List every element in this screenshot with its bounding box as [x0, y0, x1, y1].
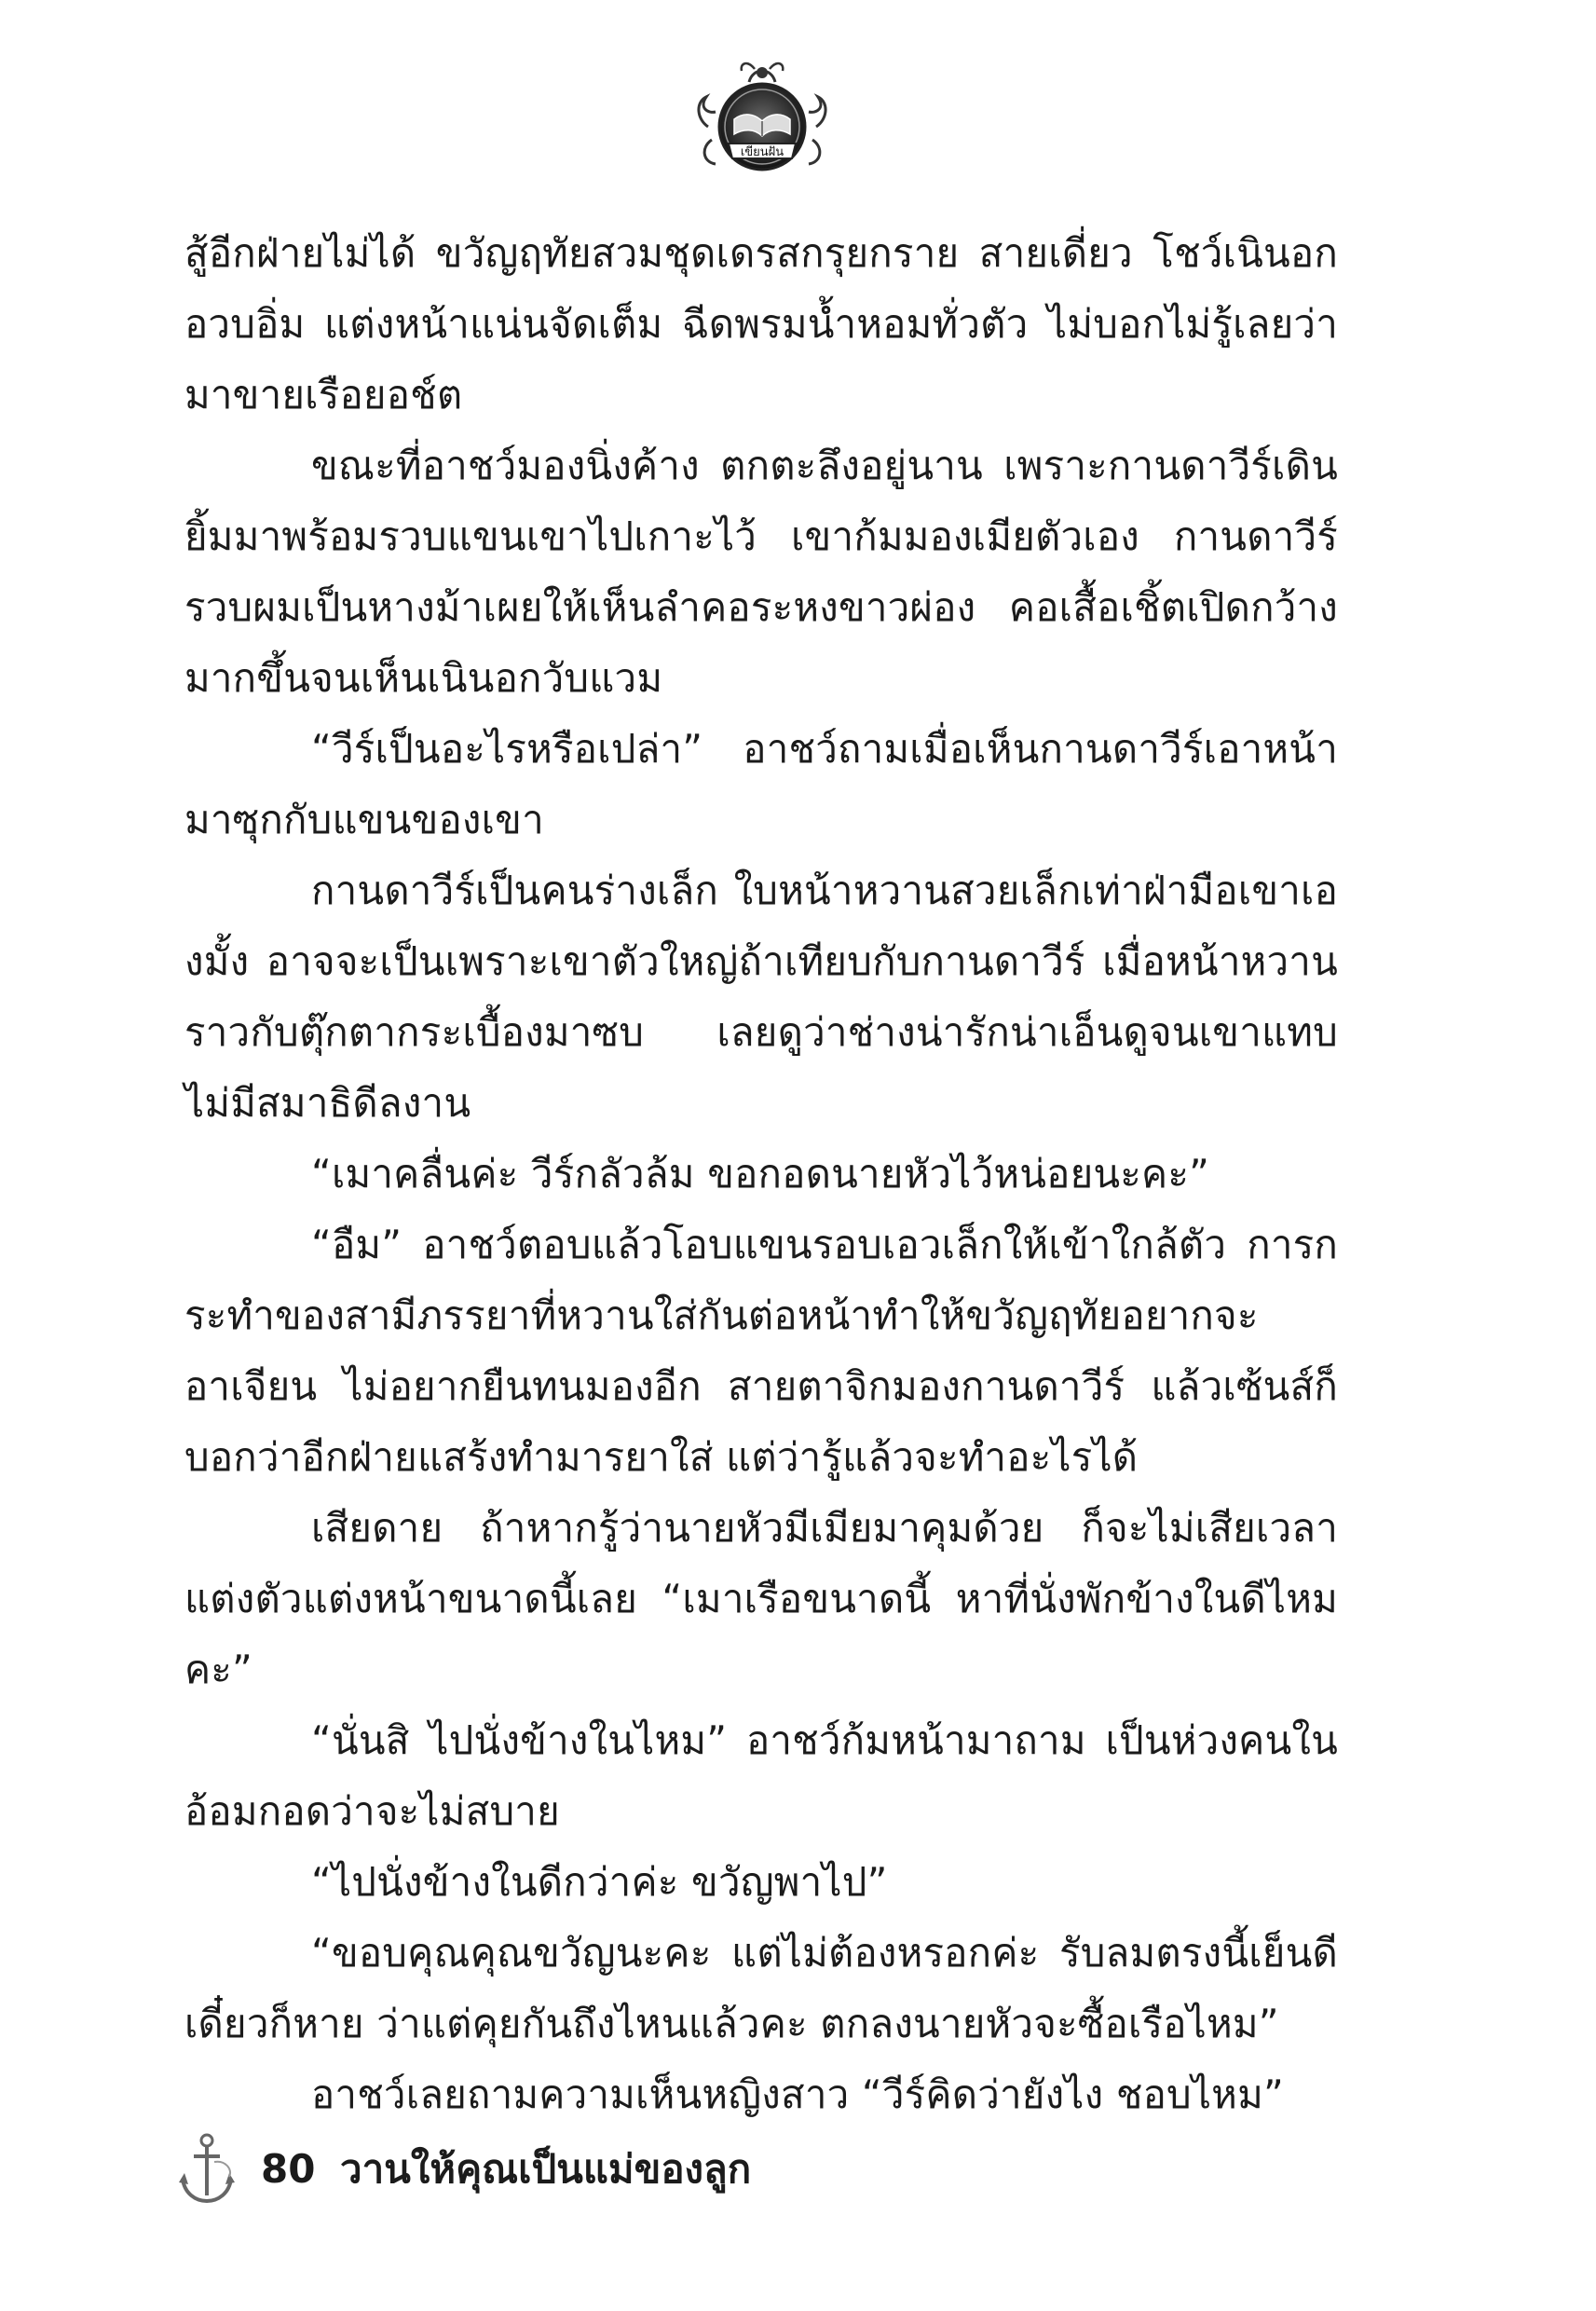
body-text [184, 218, 1338, 2130]
paragraph: “เมาคลื่นค่ะ วีร์กลัวล้ม ขอกอดนายหัวไว้หน่อยนะคะ” [311, 1151, 1210, 1197]
logo-text: เขียนฝัน [740, 145, 784, 159]
logo-emblem-icon [688, 54, 837, 185]
paragraph: เสียดาย ถ้าหากรู้ว่านายหัวมีเมียมาคุมด้วย ก็จะไม่เสียเวลาแต่งตัวแต่งหน้าขนาดนี้เลย “เมาเรือขนาดนี้ หาที่นั่งพักข้างในดีไหมคะ” [184, 1505, 1338, 1692]
paragraph: ขณะที่อาชว์มองนิ่งค้าง ตกตะลึงอยู่นาน เพราะกานดาวีร์เดินยิ้มมาพร้อมรวบแขนเขาไปเกาะไว้ เขาก้มมองเมียตัวเอง กานดาวีร์รวบผมเป็นหางม้าเผยให้เห็นลำคอระหงขาวผ่อง คอเสื้อเชิ้ตเปิดกว้างมากขึ้นจนเห็นเนินอกวับแวม [184, 443, 1338, 701]
paragraph: “อืม” อาชว์ตอบแล้วโอบแขนรอบเอวเล็กให้เข้าใกล้ตัว การกระทำของสามีภรรยาที่หวานใส่กันต่อหน้าทำให้ขวัญฤทัยอยากจะอาเจียน ไม่อยากยืนทนมองอีก สายตาจิกมองกานดาวีร์ แล้วเซ้นส์ก็บอกว่าอีกฝ่ายแสร้งทำมารยาใส่ แต่ว่ารู้แล้วจะทำอะไรได้ [184, 1222, 1338, 1480]
paragraph: “ขอบคุณคุณขวัญนะคะ แต่ไม่ต้องหรอกค่ะ รับลมตรงนี้เย็นดี เดี๋ยวก็หาย ว่าแต่คุยกันถึงไหนแล้วคะ ตกลงนายหัวจะซื้อเรือไหม” [184, 1930, 1338, 2046]
page-footer [177, 2126, 1016, 2210]
paragraph: “วีร์เป็นอะไรหรือเปล่า” อาชว์ถามเมื่อเห็นกานดาวีร์เอาหน้ามาซุกกับแขนของเขา [184, 726, 1338, 842]
publisher-logo [688, 54, 837, 185]
page-number: 80 [261, 2146, 316, 2192]
book-title: วานให้คุณเป็นแม่ของลูก [340, 2146, 752, 2192]
paragraph: สู้อีกฝ่ายไม่ได้ ขวัญฤทัยสวมชุดเดรสกรุยกราย สายเดี่ยว โชว์เนินอก อวบอิ่ม แต่งหน้าแน่นจัดเต็ม ฉีดพรมน้ำหอมทั่วตัว ไม่บอกไม่รู้เลยว่ามาขายเรือยอช์ต [184, 230, 1338, 417]
anchor-icon [177, 2132, 237, 2208]
paragraph: กานดาวีร์เป็นคนร่างเล็ก ใบหน้าหวานสวยเล็กเท่าฝ่ามือเขาเองมั้ง อาจจะเป็นเพราะเขาตัวใหญ่ถ้าเทียบกับกานดาวีร์ เมื่อหน้าหวานราวกับตุ๊กตากระเบื้องมาซบ เลยดูว่าช่างน่ารักน่าเอ็นดูจนเขาแทบไม่มีสมาธิดีลงาน [184, 868, 1338, 1126]
paragraph: “นั่นสิ ไปนั่งข้างในไหม” อาชว์ก้มหน้ามาถาม เป็นห่วงคนในอ้อมกอดว่าจะไม่สบาย [184, 1717, 1338, 1834]
paragraph: “ไปนั่งข้างในดีกว่าค่ะ ขวัญพาไป” [311, 1859, 888, 1905]
paragraph: อาชว์เลยถามความเห็นหญิงสาว “วีร์คิดว่ายังไง ชอบไหม” [311, 2072, 1284, 2117]
